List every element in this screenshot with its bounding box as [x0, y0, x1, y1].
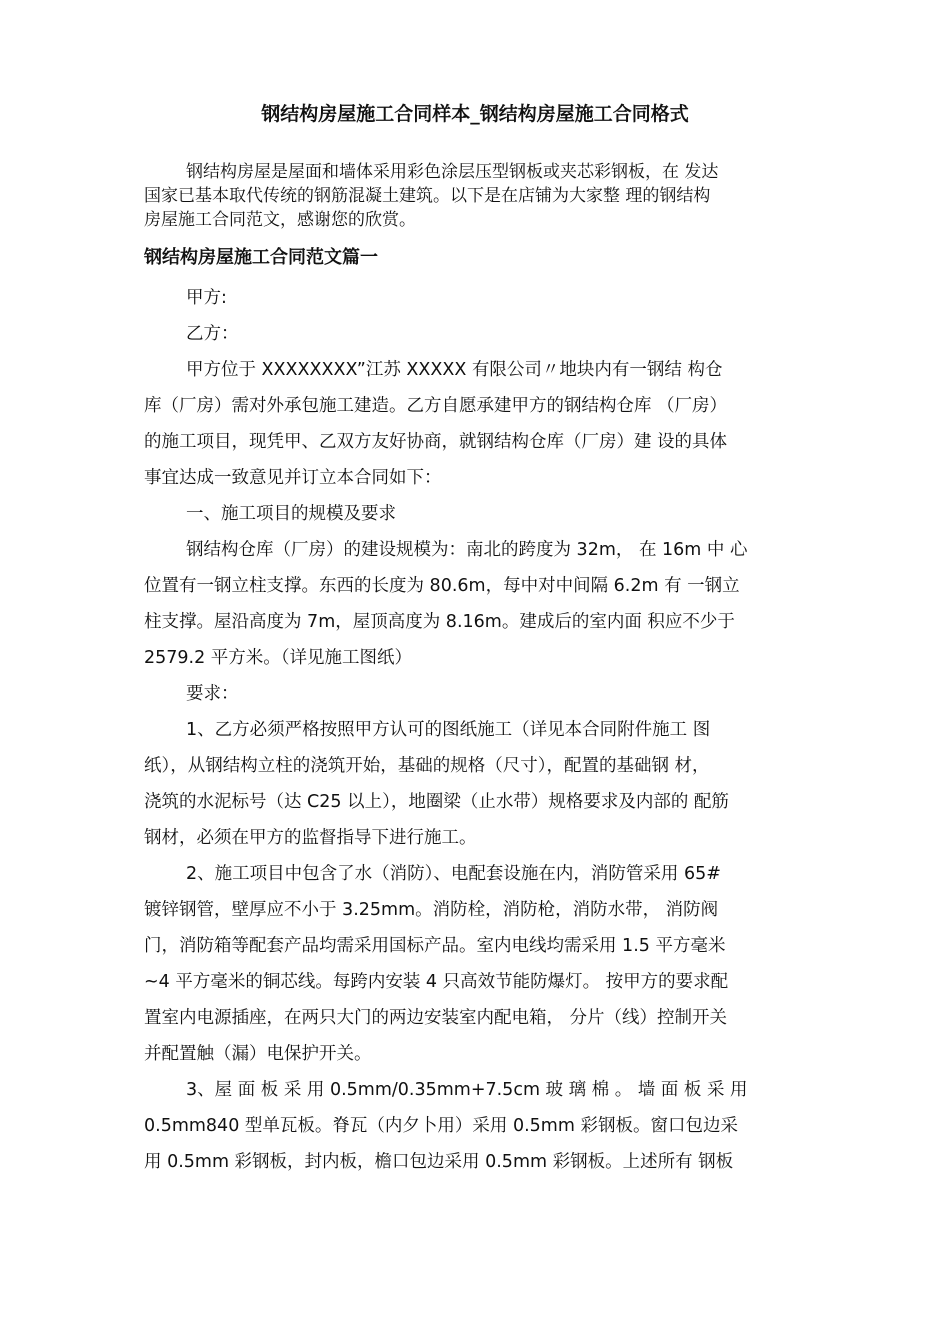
paragraph-line: 镀锌钢管，壁厚应不小于 3.25mm。消防栓，消防枪，消防水带， 消防阀 [144, 900, 719, 920]
paragraph-line: 2、施工项目中包含了水（消防）、电配套设施在内，消防管采用 65# [186, 864, 721, 884]
party-b-label: 乙方： [186, 324, 239, 344]
paragraph-line: 用 0.5mm 彩钢板，封内板，檐口包边采用 0.5mm 彩钢板。上述所有 钢板 [144, 1152, 734, 1172]
paragraph-line: 事宜达成一致意见并订立本合同如下： [144, 468, 442, 488]
paragraph-line: 门，消防箱等配套产品均需采用国标产品。室内电线均需采用 1.5 平方毫米 [144, 936, 726, 956]
paragraph-line: 位置有一钢立柱支撑。东西的长度为 80.6m，每中对中间隔 6.2m 有 一钢立 [144, 576, 740, 596]
paragraph-line: 的施工项目，现凭甲、乙双方友好协商，就钢结构仓库（厂房）建 设的具体 [144, 432, 728, 452]
party-a-label: 甲方: [186, 288, 227, 308]
paragraph-line: 并配置触（漏）电保护开关。 [144, 1044, 372, 1064]
item-heading: 一、施工项目的规模及要求 [186, 504, 396, 524]
document-title: 钢结构房屋施工合同样本_钢结构房屋施工合同格式 [261, 103, 689, 125]
paragraph-line: 钢材，必须在甲方的监督指导下进行施工。 [144, 828, 477, 848]
paragraph-line: 1、乙方必须严格按照甲方认可的图纸施工（详见本合同附件施工 图 [186, 720, 711, 740]
intro-paragraph [144, 160, 844, 232]
paragraph-line: 纸），从钢结构立柱的浇筑开始，基础的规格（尺寸），配置的基础钢 材， [144, 756, 710, 776]
paragraph-line: ~4 平方毫米的铜芯线。每跨内安装 4 只高效节能防爆灯。 按甲方的要求配 [144, 972, 729, 992]
paragraph-line: 3、屋 面 板 采 用 0.5mm/0.35mm+7.5cm 玻 璃 棉 。 墙 面 板 采 用 [186, 1080, 748, 1100]
paragraph-line: 甲方位于 XXXXXXXX”江苏 XXXXX 有限公司〃地块内有一钢结 构仓 [186, 360, 723, 380]
paragraph-line: 浇筑的水泥标号（达 C25 以上），地圈梁（止水带）规格要求及内部的 配筋 [144, 792, 729, 812]
paragraph-line: 钢结构仓库（厂房）的建设规模为：南北的跨度为 32m， 在 16m 中 心 [186, 540, 748, 560]
paragraph-line: 0.5mm840 型单瓦板。脊瓦（内夕卜用）采用 0.5mm 彩钢板。窗口包边采 [144, 1116, 738, 1136]
paragraph-line: 置室内电源插座，在两只大门的两边安装室内配电箱， 分片（线）控制开关 [144, 1008, 728, 1028]
requirements-label: 要求： [186, 684, 239, 704]
paragraph-line: 库（厂房）需对外承包施工建造。乙方自愿承建甲方的钢结构仓库 （厂房） [144, 396, 728, 416]
intro-line: 房屋施工合同范文，感谢您的欣赏。 [144, 210, 416, 230]
paragraph-line: 柱支撑。屋沿高度为 7m，屋顶高度为 8.16m。建成后的室内面 积应不少于 [144, 612, 735, 632]
intro-line: 钢结构房屋是屋面和墙体采用彩色涂层压型钢板或夹芯彩钢板，在 发达 [186, 162, 719, 182]
contract-body [144, 280, 844, 1180]
paragraph-line: 2579.2 平方米。（详见施工图纸） [144, 648, 413, 668]
intro-line: 国家已基本取代传统的钢筋混凝土建筑。以下是在店铺为大家整 理的钢结构 [144, 186, 711, 206]
section-heading: 钢结构房屋施工合同范文篇一 [144, 247, 378, 268]
